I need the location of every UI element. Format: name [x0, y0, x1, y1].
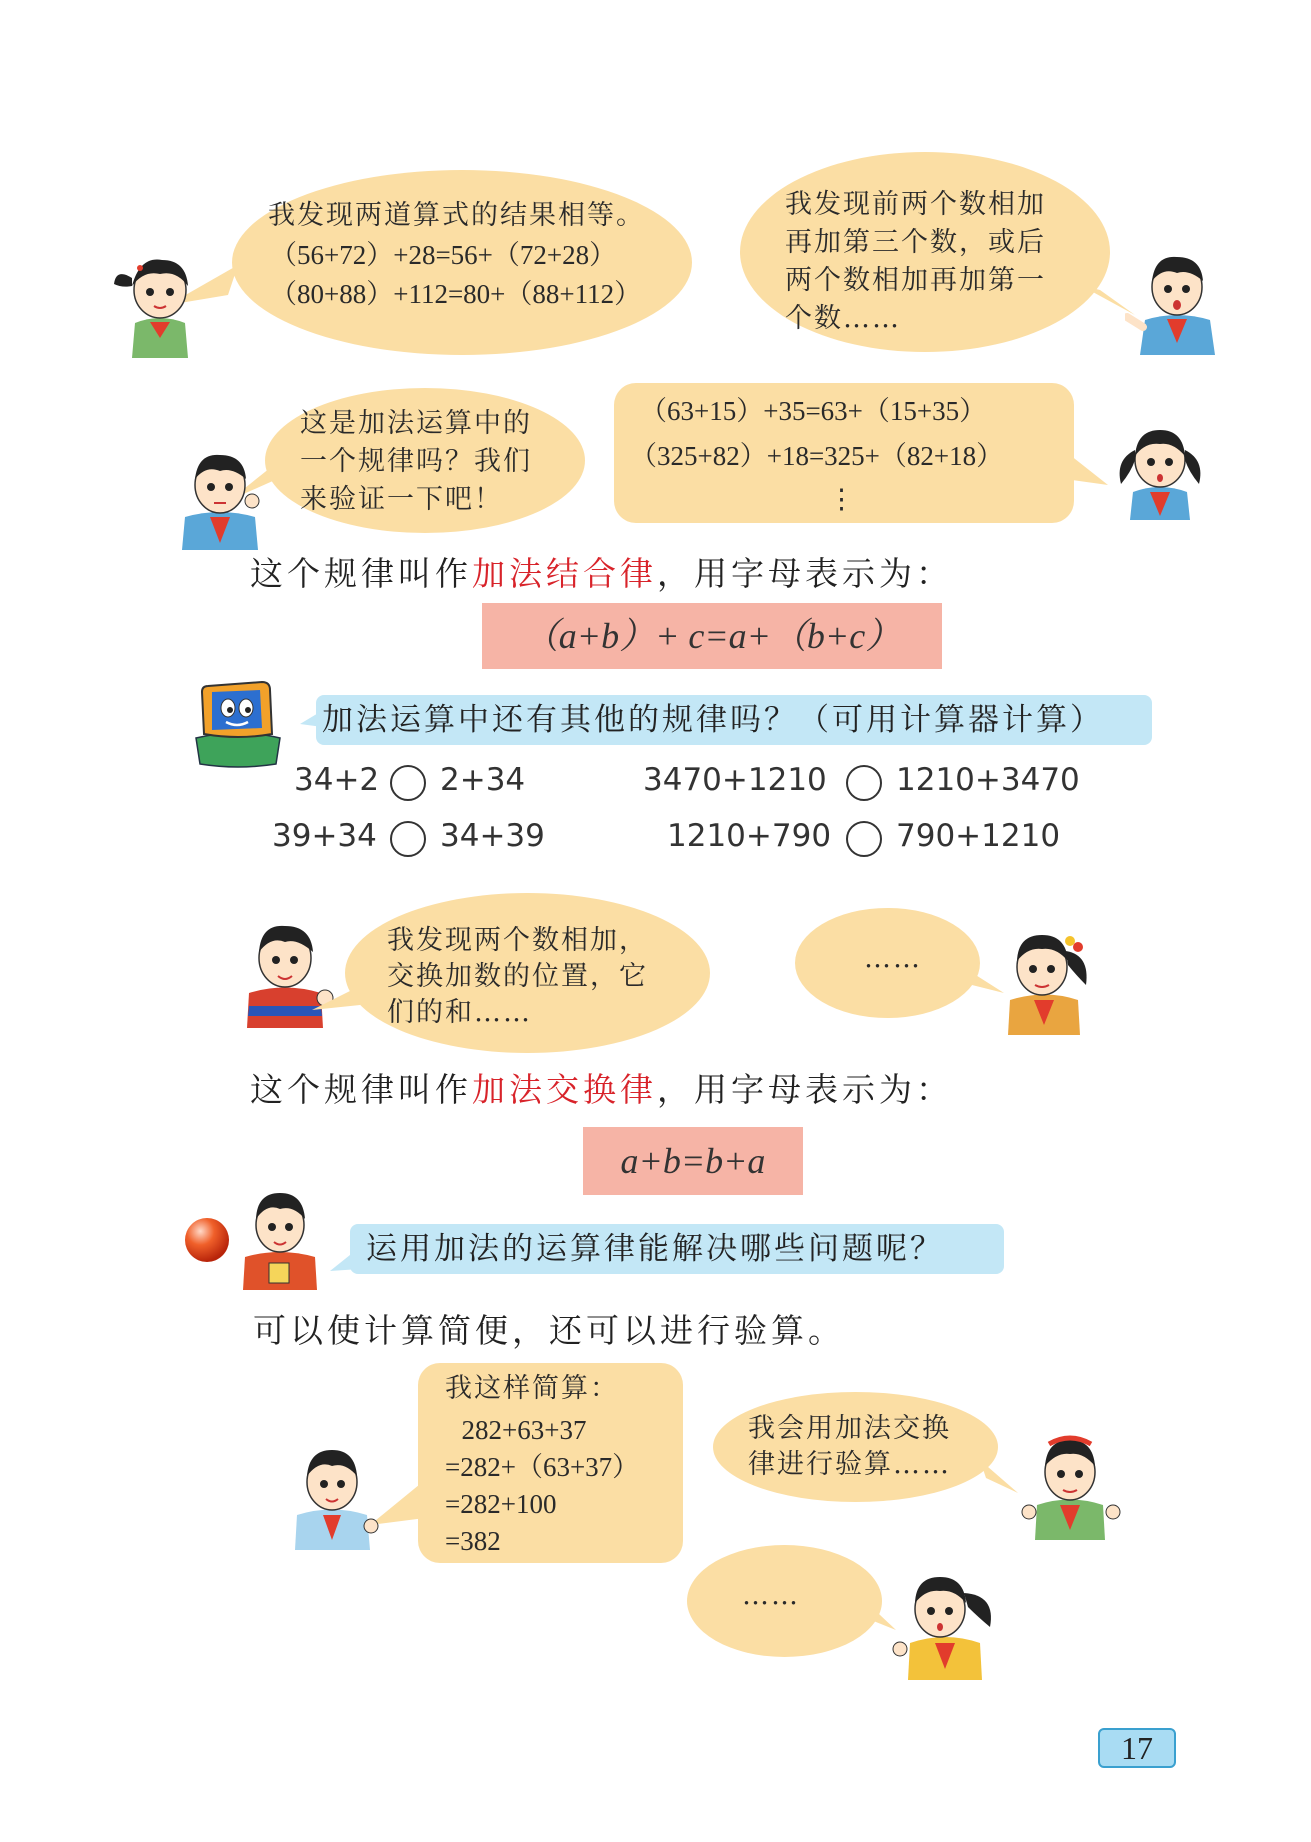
bubble-8-line-1: 我会用加法交换 [748, 1413, 951, 1444]
bubble-5-line-3: 们的和…… [387, 997, 532, 1028]
question-bar-2: 运用加法的运算律能解决哪些问题呢？ [350, 1224, 1004, 1274]
bubble-6-ellipsis: …… [864, 943, 922, 974]
question-bar-1: 加法运算中还有其他的规律吗？（可用计算器计算） [316, 695, 1152, 745]
page-number: 17 [1098, 1728, 1176, 1768]
equation-left-3: 3470+1210 [643, 762, 827, 798]
equation-right-4: 790+1210 [896, 818, 1061, 854]
compare-circle[interactable] [846, 765, 882, 801]
calculator-mascot-icon [190, 678, 285, 768]
equation-left-2: 39+34 [272, 818, 377, 854]
bubble-3-line-3: 来验证一下吧！ [300, 484, 503, 515]
calc-line-3: =282+（63+37） [445, 1452, 640, 1482]
formula-associative: （a+b）+ c=a+（b+c） [482, 603, 942, 669]
equation-right-2: 34+39 [440, 818, 545, 854]
box-ellipsis: ⋮ [828, 484, 855, 514]
rule-1-text: 这个规律叫作加法结合律，用字母表示为： [250, 554, 953, 593]
bubble-2-line-1: 我发现前两个数相加 [785, 189, 1046, 220]
bubble-5-line-2: 交换加数的位置，它 [387, 961, 648, 992]
boy-character-icon [1125, 245, 1230, 355]
answer-text: 可以使计算简便，还可以进行验算。 [253, 1311, 845, 1350]
equation-left-4: 1210+790 [667, 818, 832, 854]
bubble-9-ellipsis: …… [742, 1580, 800, 1611]
rule-2-text: 这个规律叫作加法交换律，用字母表示为： [250, 1070, 953, 1109]
compare-circle[interactable] [390, 821, 426, 857]
equation-left-1: 34+2 [294, 762, 380, 798]
bubble-5-line-1: 我发现两个数相加， [387, 925, 648, 956]
commutative-law-term: 加法交换律 [472, 1070, 657, 1109]
boy-character-icon [170, 445, 270, 550]
bubble-3-line-1: 这是加法运算中的 [300, 408, 532, 439]
calc-line-4: =282+100 [445, 1489, 557, 1519]
girl-character-icon [990, 925, 1100, 1035]
bubble-2-line-3: 两个数相加再加第一 [785, 265, 1046, 296]
girl-character-icon [1015, 1430, 1125, 1540]
bubble-tail [980, 1460, 1020, 1495]
red-ball-icon [182, 1215, 232, 1265]
compare-circle[interactable] [846, 821, 882, 857]
boy-character-icon [285, 1440, 380, 1550]
girl-character-icon [890, 1565, 1000, 1680]
bubble-8-line-2: 律进行验算…… [748, 1449, 951, 1480]
calc-line-2: 282+63+37 [448, 1415, 587, 1445]
bubble-3-line-2: 一个规律吗？我们 [300, 446, 532, 477]
equation-right-1: 2+34 [440, 762, 526, 798]
calc-line-1: 我这样简算： [445, 1373, 619, 1404]
box-line-2: （325+82）+18=325+（82+18） [630, 441, 1004, 471]
bubble-1-line-1: 我发现两道算式的结果相等。 [268, 200, 645, 231]
bubble-2-line-2: 再加第三个数，或后 [785, 227, 1046, 258]
bubble-tail [1070, 455, 1110, 495]
calc-line-5: =382 [445, 1526, 501, 1556]
associative-law-term: 加法结合律 [472, 554, 657, 593]
girl-character-icon [110, 248, 210, 358]
compare-circle[interactable] [390, 765, 426, 801]
bubble-1-line-3: （80+88）+112=80+（88+112） [270, 279, 642, 309]
boy-character-icon [235, 1185, 325, 1290]
box-line-1: （63+15）+35=63+（15+35） [640, 396, 987, 426]
bubble-2-line-4: 个数…… [785, 303, 901, 334]
bubble-1-line-2: （56+72）+28=56+（72+28） [270, 240, 617, 270]
formula-commutative: a+b=b+a [583, 1127, 803, 1195]
equation-right-3: 1210+3470 [896, 762, 1080, 798]
girl-character-icon [1105, 420, 1215, 520]
